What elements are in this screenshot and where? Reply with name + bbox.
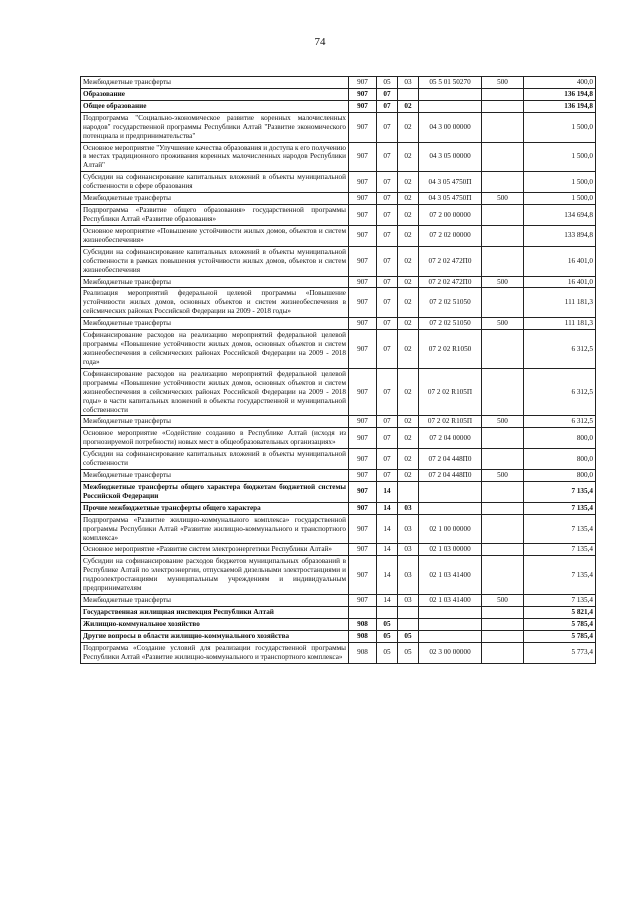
subsection-code-cell: 02 bbox=[398, 193, 419, 205]
section-code-cell: 05 bbox=[377, 642, 398, 663]
amount-cell: 7 135,4 bbox=[524, 556, 596, 595]
section-code-cell: 14 bbox=[377, 481, 398, 502]
amount-cell: 134 694,8 bbox=[524, 205, 596, 226]
grbs-code-cell: 908 bbox=[349, 618, 377, 630]
expense-type-cell: 500 bbox=[482, 193, 524, 205]
row-name-cell: Межбюджетные трансферты bbox=[81, 595, 349, 607]
grbs-code-cell: 907 bbox=[349, 428, 377, 449]
budget-table bbox=[80, 76, 596, 664]
page-number: 74 bbox=[314, 36, 326, 48]
grbs-code-cell: 907 bbox=[349, 246, 377, 276]
section-code-cell: 07 bbox=[377, 288, 398, 318]
subsection-code-cell: 02 bbox=[398, 428, 419, 449]
amount-cell: 7 135,4 bbox=[524, 481, 596, 502]
table-row bbox=[81, 595, 596, 607]
table-row bbox=[81, 142, 596, 172]
row-name-cell: Основное мероприятие "Улучшение качества образования и доступа к его получению в местах традиционного проживания коренных малочисленных народов Республики Алтай" bbox=[81, 142, 349, 172]
target-article-cell: 05 5 01 50270 bbox=[419, 77, 482, 89]
grbs-code-cell: 907 bbox=[349, 100, 377, 112]
grbs-code-cell: 907 bbox=[349, 556, 377, 595]
row-name-cell: Межбюджетные трансферты bbox=[81, 470, 349, 482]
table-row bbox=[81, 88, 596, 100]
row-name-cell: Образование bbox=[81, 88, 349, 100]
section-code-cell: 07 bbox=[377, 428, 398, 449]
target-article-cell bbox=[419, 502, 482, 514]
subsection-code-cell: 03 bbox=[398, 502, 419, 514]
expense-type-cell bbox=[482, 514, 524, 544]
row-name-cell: Жилищно-коммунальное хозяйство bbox=[81, 618, 349, 630]
grbs-code-cell: 907 bbox=[349, 142, 377, 172]
subsection-code-cell: 02 bbox=[398, 449, 419, 470]
budget-table-body bbox=[81, 77, 596, 664]
amount-cell: 7 135,4 bbox=[524, 502, 596, 514]
grbs-code-cell: 907 bbox=[349, 276, 377, 288]
target-article-cell: 04 3 00 00000 bbox=[419, 112, 482, 142]
table-row bbox=[81, 428, 596, 449]
target-article-cell: 02 1 03 00000 bbox=[419, 544, 482, 556]
subsection-code-cell bbox=[398, 88, 419, 100]
amount-cell: 1 500,0 bbox=[524, 142, 596, 172]
subsection-code-cell: 02 bbox=[398, 288, 419, 318]
target-article-cell: 02 1 03 41400 bbox=[419, 595, 482, 607]
grbs-code-cell: 907 bbox=[349, 449, 377, 470]
amount-cell: 136 194,8 bbox=[524, 88, 596, 100]
section-code-cell: 07 bbox=[377, 330, 398, 369]
expense-type-cell bbox=[482, 246, 524, 276]
expense-type-cell bbox=[482, 225, 524, 246]
section-code-cell: 07 bbox=[377, 449, 398, 470]
subsection-code-cell: 02 bbox=[398, 470, 419, 482]
target-article-cell: 04 3 05 00000 bbox=[419, 142, 482, 172]
subsection-code-cell: 02 bbox=[398, 225, 419, 246]
grbs-code-cell: 907 bbox=[349, 416, 377, 428]
table-row bbox=[81, 288, 596, 318]
table-row bbox=[81, 630, 596, 642]
target-article-cell: 02 3 00 00000 bbox=[419, 642, 482, 663]
subsection-code-cell: 03 bbox=[398, 556, 419, 595]
amount-cell: 1 500,0 bbox=[524, 112, 596, 142]
section-code-cell: 07 bbox=[377, 318, 398, 330]
amount-cell: 1 500,0 bbox=[524, 193, 596, 205]
target-article-cell: 07 2 02 472П0 bbox=[419, 276, 482, 288]
expense-type-cell bbox=[482, 288, 524, 318]
grbs-code-cell: 907 bbox=[349, 368, 377, 416]
section-code-cell: 07 bbox=[377, 88, 398, 100]
expense-type-cell bbox=[482, 449, 524, 470]
subsection-code-cell: 02 bbox=[398, 330, 419, 369]
table-row bbox=[81, 112, 596, 142]
grbs-code-cell: 907 bbox=[349, 288, 377, 318]
row-name-cell: Межбюджетные трансферты bbox=[81, 276, 349, 288]
expense-type-cell bbox=[482, 502, 524, 514]
target-article-cell: 04 3 05 4750П bbox=[419, 172, 482, 193]
section-code-cell: 07 bbox=[377, 112, 398, 142]
expense-type-cell bbox=[482, 607, 524, 619]
table-row bbox=[81, 205, 596, 226]
grbs-code-cell: 907 bbox=[349, 470, 377, 482]
expense-type-cell bbox=[482, 368, 524, 416]
expense-type-cell: 500 bbox=[482, 470, 524, 482]
expense-type-cell: 500 bbox=[482, 416, 524, 428]
table-row bbox=[81, 276, 596, 288]
row-name-cell: Основное мероприятие «Развитие систем электроэнергетики Республики Алтай» bbox=[81, 544, 349, 556]
section-code-cell: 07 bbox=[377, 246, 398, 276]
expense-type-cell: 500 bbox=[482, 77, 524, 89]
expense-type-cell bbox=[482, 630, 524, 642]
table-row bbox=[81, 246, 596, 276]
amount-cell: 5 773,4 bbox=[524, 642, 596, 663]
section-code-cell: 05 bbox=[377, 77, 398, 89]
table-row bbox=[81, 225, 596, 246]
grbs-code-cell: 908 bbox=[349, 630, 377, 642]
target-article-cell bbox=[419, 630, 482, 642]
table-row bbox=[81, 193, 596, 205]
amount-cell: 133 894,8 bbox=[524, 225, 596, 246]
expense-type-cell bbox=[482, 428, 524, 449]
table-row bbox=[81, 514, 596, 544]
amount-cell: 16 401,0 bbox=[524, 276, 596, 288]
section-code-cell: 07 bbox=[377, 416, 398, 428]
subsection-code-cell: 05 bbox=[398, 642, 419, 663]
amount-cell: 5 821,4 bbox=[524, 607, 596, 619]
row-name-cell: Межбюджетные трансферты bbox=[81, 193, 349, 205]
expense-type-cell bbox=[482, 544, 524, 556]
grbs-code-cell: 907 bbox=[349, 544, 377, 556]
subsection-code-cell: 03 bbox=[398, 77, 419, 89]
row-name-cell: Межбюджетные трансферты общего характера бюджетам бюджетной системы Российской Федерации bbox=[81, 481, 349, 502]
table-row bbox=[81, 556, 596, 595]
grbs-code-cell: 907 bbox=[349, 514, 377, 544]
section-code-cell: 07 bbox=[377, 193, 398, 205]
row-name-cell: Прочие межбюджетные трансферты общего характера bbox=[81, 502, 349, 514]
expense-type-cell bbox=[482, 618, 524, 630]
row-name-cell: Основное мероприятие «Повышение устойчивости жилых домов, объектов и систем жизнеобеспечения» bbox=[81, 225, 349, 246]
expense-type-cell bbox=[482, 100, 524, 112]
table-row bbox=[81, 416, 596, 428]
amount-cell: 800,0 bbox=[524, 428, 596, 449]
grbs-code-cell: 907 bbox=[349, 225, 377, 246]
amount-cell: 7 135,4 bbox=[524, 595, 596, 607]
section-code-cell: 14 bbox=[377, 514, 398, 544]
target-article-cell bbox=[419, 481, 482, 502]
subsection-code-cell: 03 bbox=[398, 595, 419, 607]
table-row bbox=[81, 502, 596, 514]
grbs-code-cell: 907 bbox=[349, 77, 377, 89]
amount-cell: 5 785,4 bbox=[524, 618, 596, 630]
expense-type-cell bbox=[482, 556, 524, 595]
section-code-cell: 07 bbox=[377, 276, 398, 288]
row-name-cell: Субсидии на софинансирование капитальных вложений в объекты муниципальной собственности bbox=[81, 449, 349, 470]
row-name-cell: Субсидии на софинансирование капитальных вложений в объекты муниципальной собственности в сфере образования bbox=[81, 172, 349, 193]
amount-cell: 111 181,3 bbox=[524, 288, 596, 318]
subsection-code-cell: 02 bbox=[398, 112, 419, 142]
row-name-cell: Межбюджетные трансферты bbox=[81, 416, 349, 428]
amount-cell: 1 500,0 bbox=[524, 172, 596, 193]
grbs-code-cell: 907 bbox=[349, 205, 377, 226]
expense-type-cell bbox=[482, 142, 524, 172]
target-article-cell: 07 2 04 00000 bbox=[419, 428, 482, 449]
target-article-cell: 07 2 02 R105П bbox=[419, 368, 482, 416]
row-name-cell: Другие вопросы в области жилищно-коммунального хозяйства bbox=[81, 630, 349, 642]
amount-cell: 16 401,0 bbox=[524, 246, 596, 276]
expense-type-cell: 500 bbox=[482, 318, 524, 330]
target-article-cell: 07 2 02 51050 bbox=[419, 288, 482, 318]
subsection-code-cell: 02 bbox=[398, 172, 419, 193]
grbs-code-cell bbox=[349, 607, 377, 619]
table-row bbox=[81, 618, 596, 630]
subsection-code-cell: 02 bbox=[398, 368, 419, 416]
table-row bbox=[81, 449, 596, 470]
grbs-code-cell: 907 bbox=[349, 193, 377, 205]
target-article-cell bbox=[419, 88, 482, 100]
table-row bbox=[81, 481, 596, 502]
row-name-cell: Подпрограмма «Развитие общего образования» государственной программы Республики Алтай «Развитие образования» bbox=[81, 205, 349, 226]
grbs-code-cell: 907 bbox=[349, 502, 377, 514]
target-article-cell: 07 2 00 00000 bbox=[419, 205, 482, 226]
row-name-cell: Общее образование bbox=[81, 100, 349, 112]
target-article-cell: 02 1 03 41400 bbox=[419, 556, 482, 595]
target-article-cell: 04 3 05 4750П bbox=[419, 193, 482, 205]
section-code-cell: 14 bbox=[377, 544, 398, 556]
subsection-code-cell bbox=[398, 607, 419, 619]
grbs-code-cell: 907 bbox=[349, 481, 377, 502]
target-article-cell: 02 1 00 00000 bbox=[419, 514, 482, 544]
table-row bbox=[81, 330, 596, 369]
section-code-cell: 07 bbox=[377, 100, 398, 112]
amount-cell: 6 312,5 bbox=[524, 368, 596, 416]
target-article-cell: 07 2 02 R105П bbox=[419, 416, 482, 428]
row-name-cell: Реализация мероприятий федеральной целевой программы «Повышение устойчивости жилых домов, основных объектов и систем жизнеобеспечения в сейсмических районах Российской Федерации на 2009 - 2018 годы» bbox=[81, 288, 349, 318]
section-code-cell: 07 bbox=[377, 142, 398, 172]
amount-cell: 400,0 bbox=[524, 77, 596, 89]
section-code-cell: 07 bbox=[377, 470, 398, 482]
expense-type-cell: 500 bbox=[482, 276, 524, 288]
row-name-cell: Софинансирование расходов на реализацию мероприятий федеральной целевой программы «Повышение устойчивости жилых домов, основных объектов и систем жизнеобеспечения в сейсмических районах Российской Федерации на 2009 - 2018 годы» в части капитальных вложений в объекты государственной и муниципальной собственности bbox=[81, 368, 349, 416]
row-name-cell: Подпрограмма "Социально-экономическое развитие коренных малочисленных народов" государственной программы Республики Алтай "Развитие экономического потенциала и предпринимательства" bbox=[81, 112, 349, 142]
subsection-code-cell: 05 bbox=[398, 630, 419, 642]
expense-type-cell bbox=[482, 330, 524, 369]
subsection-code-cell bbox=[398, 618, 419, 630]
section-code-cell: 07 bbox=[377, 205, 398, 226]
section-code-cell bbox=[377, 607, 398, 619]
subsection-code-cell: 02 bbox=[398, 246, 419, 276]
amount-cell: 800,0 bbox=[524, 449, 596, 470]
amount-cell: 7 135,4 bbox=[524, 544, 596, 556]
row-name-cell: Софинансирование расходов на реализацию мероприятий федеральной целевой программы «Повышение устойчивости жилых домов, основных объектов и систем жизнеобеспечения в сейсмических районах Российской Федерации на 2009 - 2018 года» bbox=[81, 330, 349, 369]
amount-cell: 111 181,3 bbox=[524, 318, 596, 330]
target-article-cell: 07 2 02 R1050 bbox=[419, 330, 482, 369]
target-article-cell bbox=[419, 607, 482, 619]
expense-type-cell bbox=[482, 642, 524, 663]
grbs-code-cell: 907 bbox=[349, 112, 377, 142]
subsection-code-cell: 02 bbox=[398, 416, 419, 428]
section-code-cell: 05 bbox=[377, 618, 398, 630]
subsection-code-cell: 02 bbox=[398, 276, 419, 288]
table-row bbox=[81, 544, 596, 556]
section-code-cell: 14 bbox=[377, 556, 398, 595]
table-row bbox=[81, 470, 596, 482]
row-name-cell: Межбюджетные трансферты bbox=[81, 318, 349, 330]
expense-type-cell bbox=[482, 172, 524, 193]
row-name-cell: Субсидии на софинансирование расходов бюджетов муниципальных образований в Республике Алтай по электроэнергии, отпускаемой дизельными электростанциями и гидроэлектростанциями муниципальным учреждениям и индивидуальным предпринимателям bbox=[81, 556, 349, 595]
target-article-cell: 07 2 02 00000 bbox=[419, 225, 482, 246]
target-article-cell: 07 2 04 448П0 bbox=[419, 470, 482, 482]
table-row bbox=[81, 607, 596, 619]
subsection-code-cell bbox=[398, 481, 419, 502]
row-name-cell: Подпрограмма «Развитие жилищно-коммунального комплекса» государственной программы Республики Алтай «Развитие жилищно-коммунального и транспортного комплекса» bbox=[81, 514, 349, 544]
expense-type-cell bbox=[482, 481, 524, 502]
grbs-code-cell: 907 bbox=[349, 88, 377, 100]
subsection-code-cell: 03 bbox=[398, 544, 419, 556]
section-code-cell: 05 bbox=[377, 630, 398, 642]
row-name-cell: Основное мероприятие «Содействие созданию в Республике Алтай (исходя из прогнозируемой потребности) новых мест в общеобразовательных организациях» bbox=[81, 428, 349, 449]
table-row bbox=[81, 318, 596, 330]
subsection-code-cell: 02 bbox=[398, 318, 419, 330]
amount-cell: 6 312,5 bbox=[524, 330, 596, 369]
grbs-code-cell: 907 bbox=[349, 330, 377, 369]
row-name-cell: Подпрограмма «Создание условий для реализации государственной программы Республики Алтай «Развитие жилищно-коммунального и транспортного комплекса» bbox=[81, 642, 349, 663]
row-name-cell: Государственная жилищная инспекция Республики Алтай bbox=[81, 607, 349, 619]
subsection-code-cell: 02 bbox=[398, 100, 419, 112]
grbs-code-cell: 907 bbox=[349, 595, 377, 607]
subsection-code-cell: 03 bbox=[398, 514, 419, 544]
target-article-cell: 07 2 04 448П0 bbox=[419, 449, 482, 470]
target-article-cell: 07 2 02 51050 bbox=[419, 318, 482, 330]
section-code-cell: 07 bbox=[377, 368, 398, 416]
target-article-cell: 07 2 02 472П0 bbox=[419, 246, 482, 276]
section-code-cell: 14 bbox=[377, 595, 398, 607]
expense-type-cell bbox=[482, 205, 524, 226]
section-code-cell: 14 bbox=[377, 502, 398, 514]
table-row bbox=[81, 642, 596, 663]
section-code-cell: 07 bbox=[377, 225, 398, 246]
table-row bbox=[81, 77, 596, 89]
grbs-code-cell: 907 bbox=[349, 172, 377, 193]
table-row bbox=[81, 172, 596, 193]
target-article-cell bbox=[419, 618, 482, 630]
table-row bbox=[81, 100, 596, 112]
subsection-code-cell: 02 bbox=[398, 205, 419, 226]
subsection-code-cell: 02 bbox=[398, 142, 419, 172]
expense-type-cell bbox=[482, 88, 524, 100]
row-name-cell: Субсидии на софинансирование капитальных вложений в объекты муниципальной собственности в рамках повышения устойчивости жилых домов, объектов и систем жизнеобеспечения bbox=[81, 246, 349, 276]
grbs-code-cell: 907 bbox=[349, 318, 377, 330]
amount-cell: 7 135,4 bbox=[524, 514, 596, 544]
target-article-cell bbox=[419, 100, 482, 112]
grbs-code-cell: 908 bbox=[349, 642, 377, 663]
amount-cell: 800,0 bbox=[524, 470, 596, 482]
expense-type-cell: 500 bbox=[482, 595, 524, 607]
amount-cell: 136 194,8 bbox=[524, 100, 596, 112]
expense-type-cell bbox=[482, 112, 524, 142]
amount-cell: 6 312,5 bbox=[524, 416, 596, 428]
amount-cell: 5 785,4 bbox=[524, 630, 596, 642]
row-name-cell: Межбюджетные трансферты bbox=[81, 77, 349, 89]
section-code-cell: 07 bbox=[377, 172, 398, 193]
table-row bbox=[81, 368, 596, 416]
